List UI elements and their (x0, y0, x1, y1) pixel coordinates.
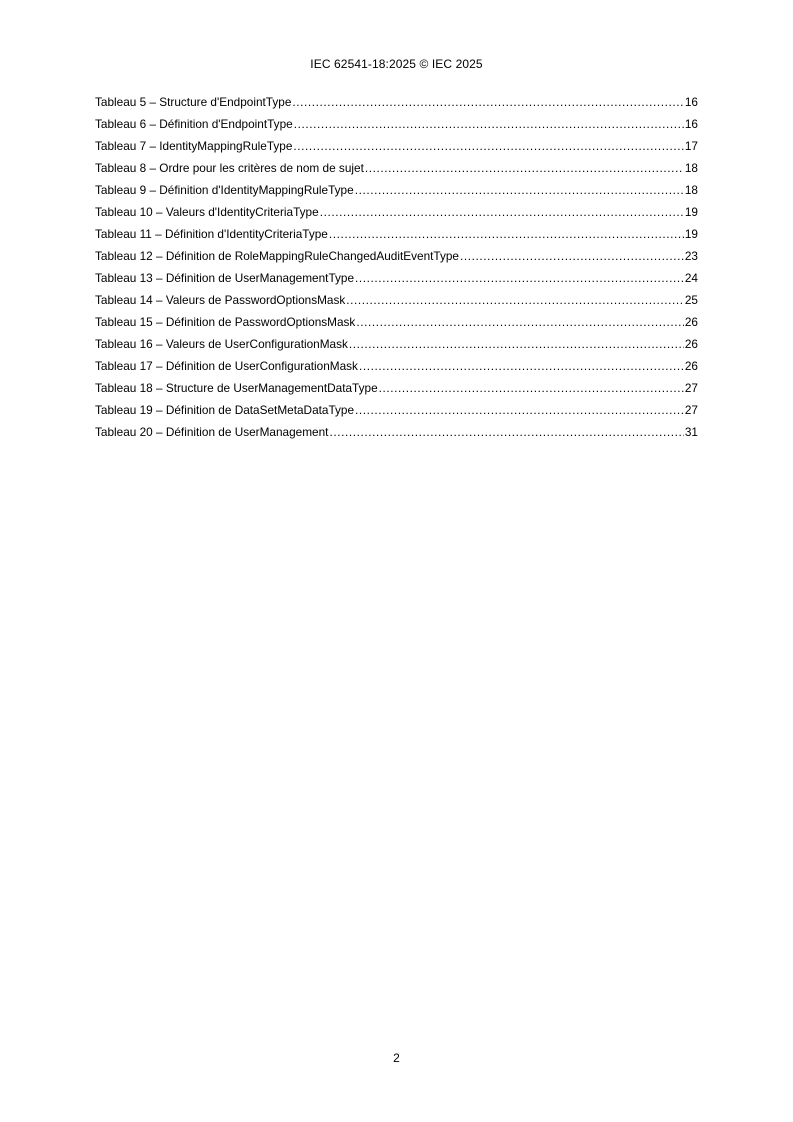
toc-entry-label: Tableau 7 – IdentityMappingRuleType (95, 139, 293, 153)
toc-entry-page: 17 (684, 139, 698, 153)
dot-leader (293, 139, 683, 153)
dot-leader (346, 293, 684, 307)
toc-entry-tableau-8[interactable] (95, 161, 698, 183)
toc-entry-label: Tableau 8 – Ordre pour les critères de nom de sujet (95, 161, 364, 175)
toc-entry-tableau-19[interactable] (95, 403, 698, 425)
toc-entry-tableau-16[interactable] (95, 337, 698, 359)
toc-entry-label: Tableau 18 – Structure de UserManagementDataType (95, 381, 378, 395)
dot-leader (460, 249, 684, 263)
toc-entry-page: 27 (684, 381, 698, 395)
toc-entry-page: 18 (684, 183, 698, 197)
toc-entry-tableau-11[interactable] (95, 227, 698, 249)
dot-leader (379, 381, 684, 395)
toc-entry-page: 19 (684, 205, 698, 219)
toc-entry-page: 25 (684, 293, 698, 307)
toc-entry-label: Tableau 10 – Valeurs d'IdentityCriteriaType (95, 205, 319, 219)
toc-entry-label: Tableau 6 – Définition d'EndpointType (95, 117, 293, 131)
toc-entry-page: 27 (684, 403, 698, 417)
toc-entry-label: Tableau 14 – Valeurs de PasswordOptionsMask (95, 293, 346, 307)
page-header: IEC 62541-18:2025 © IEC 2025 (310, 57, 483, 71)
toc-entry-page: 26 (684, 359, 698, 373)
toc-entry-tableau-10[interactable] (95, 205, 698, 227)
dot-leader (294, 117, 684, 131)
toc-entry-tableau-6[interactable] (95, 117, 698, 139)
toc-entry-label: Tableau 5 – Structure d'EndpointType (95, 95, 292, 109)
toc-entry-tableau-15[interactable] (95, 315, 698, 337)
toc-entry-tableau-5[interactable] (95, 95, 698, 117)
dot-leader (292, 95, 683, 109)
toc-entry-label: Tableau 12 – Définition de RoleMappingRuleChangedAuditEventType (95, 249, 459, 263)
dot-leader (349, 337, 684, 351)
dot-leader (329, 425, 683, 439)
toc-entry-page: 16 (684, 117, 698, 131)
toc-entry-label: Tableau 15 – Définition de PasswordOptionsMask (95, 315, 356, 329)
page-number: 2 (393, 1051, 400, 1065)
toc-entry-page: 24 (684, 271, 698, 285)
toc-entry-page: 19 (684, 227, 698, 241)
toc-entry-tableau-13[interactable] (95, 271, 698, 293)
table-of-tables (95, 95, 698, 447)
toc-entry-page: 18 (684, 161, 698, 175)
toc-entry-label: Tableau 17 – Définition de UserConfigurationMask (95, 359, 358, 373)
toc-entry-tableau-7[interactable] (95, 139, 698, 161)
toc-entry-label: Tableau 9 – Définition d'IdentityMappingRuleType (95, 183, 354, 197)
dot-leader (329, 227, 684, 241)
toc-entry-page: 26 (684, 315, 698, 329)
toc-entry-label: Tableau 20 – Définition de UserManagement (95, 425, 329, 439)
toc-entry-tableau-17[interactable] (95, 359, 698, 381)
toc-entry-tableau-14[interactable] (95, 293, 698, 315)
dot-leader (356, 315, 684, 329)
toc-entry-page: 26 (684, 337, 698, 351)
toc-entry-page: 23 (684, 249, 698, 263)
toc-entry-tableau-18[interactable] (95, 381, 698, 403)
toc-entry-page: 16 (684, 95, 698, 109)
toc-entry-label: Tableau 13 – Définition de UserManagementType (95, 271, 355, 285)
toc-entry-tableau-20[interactable] (95, 425, 698, 447)
dot-leader (355, 271, 684, 285)
toc-entry-label: Tableau 11 – Définition d'IdentityCriteriaType (95, 227, 328, 241)
toc-entry-label: Tableau 19 – Définition de DataSetMetaDataType (95, 403, 355, 417)
toc-entry-tableau-12[interactable] (95, 249, 698, 271)
dot-leader (365, 161, 684, 175)
dot-leader (320, 205, 684, 219)
dot-leader (355, 403, 684, 417)
dot-leader (359, 359, 684, 373)
toc-entry-tableau-9[interactable] (95, 183, 698, 205)
dot-leader (355, 183, 684, 197)
toc-entry-label: Tableau 16 – Valeurs de UserConfigurationMask (95, 337, 348, 351)
toc-entry-page: 31 (684, 425, 698, 439)
